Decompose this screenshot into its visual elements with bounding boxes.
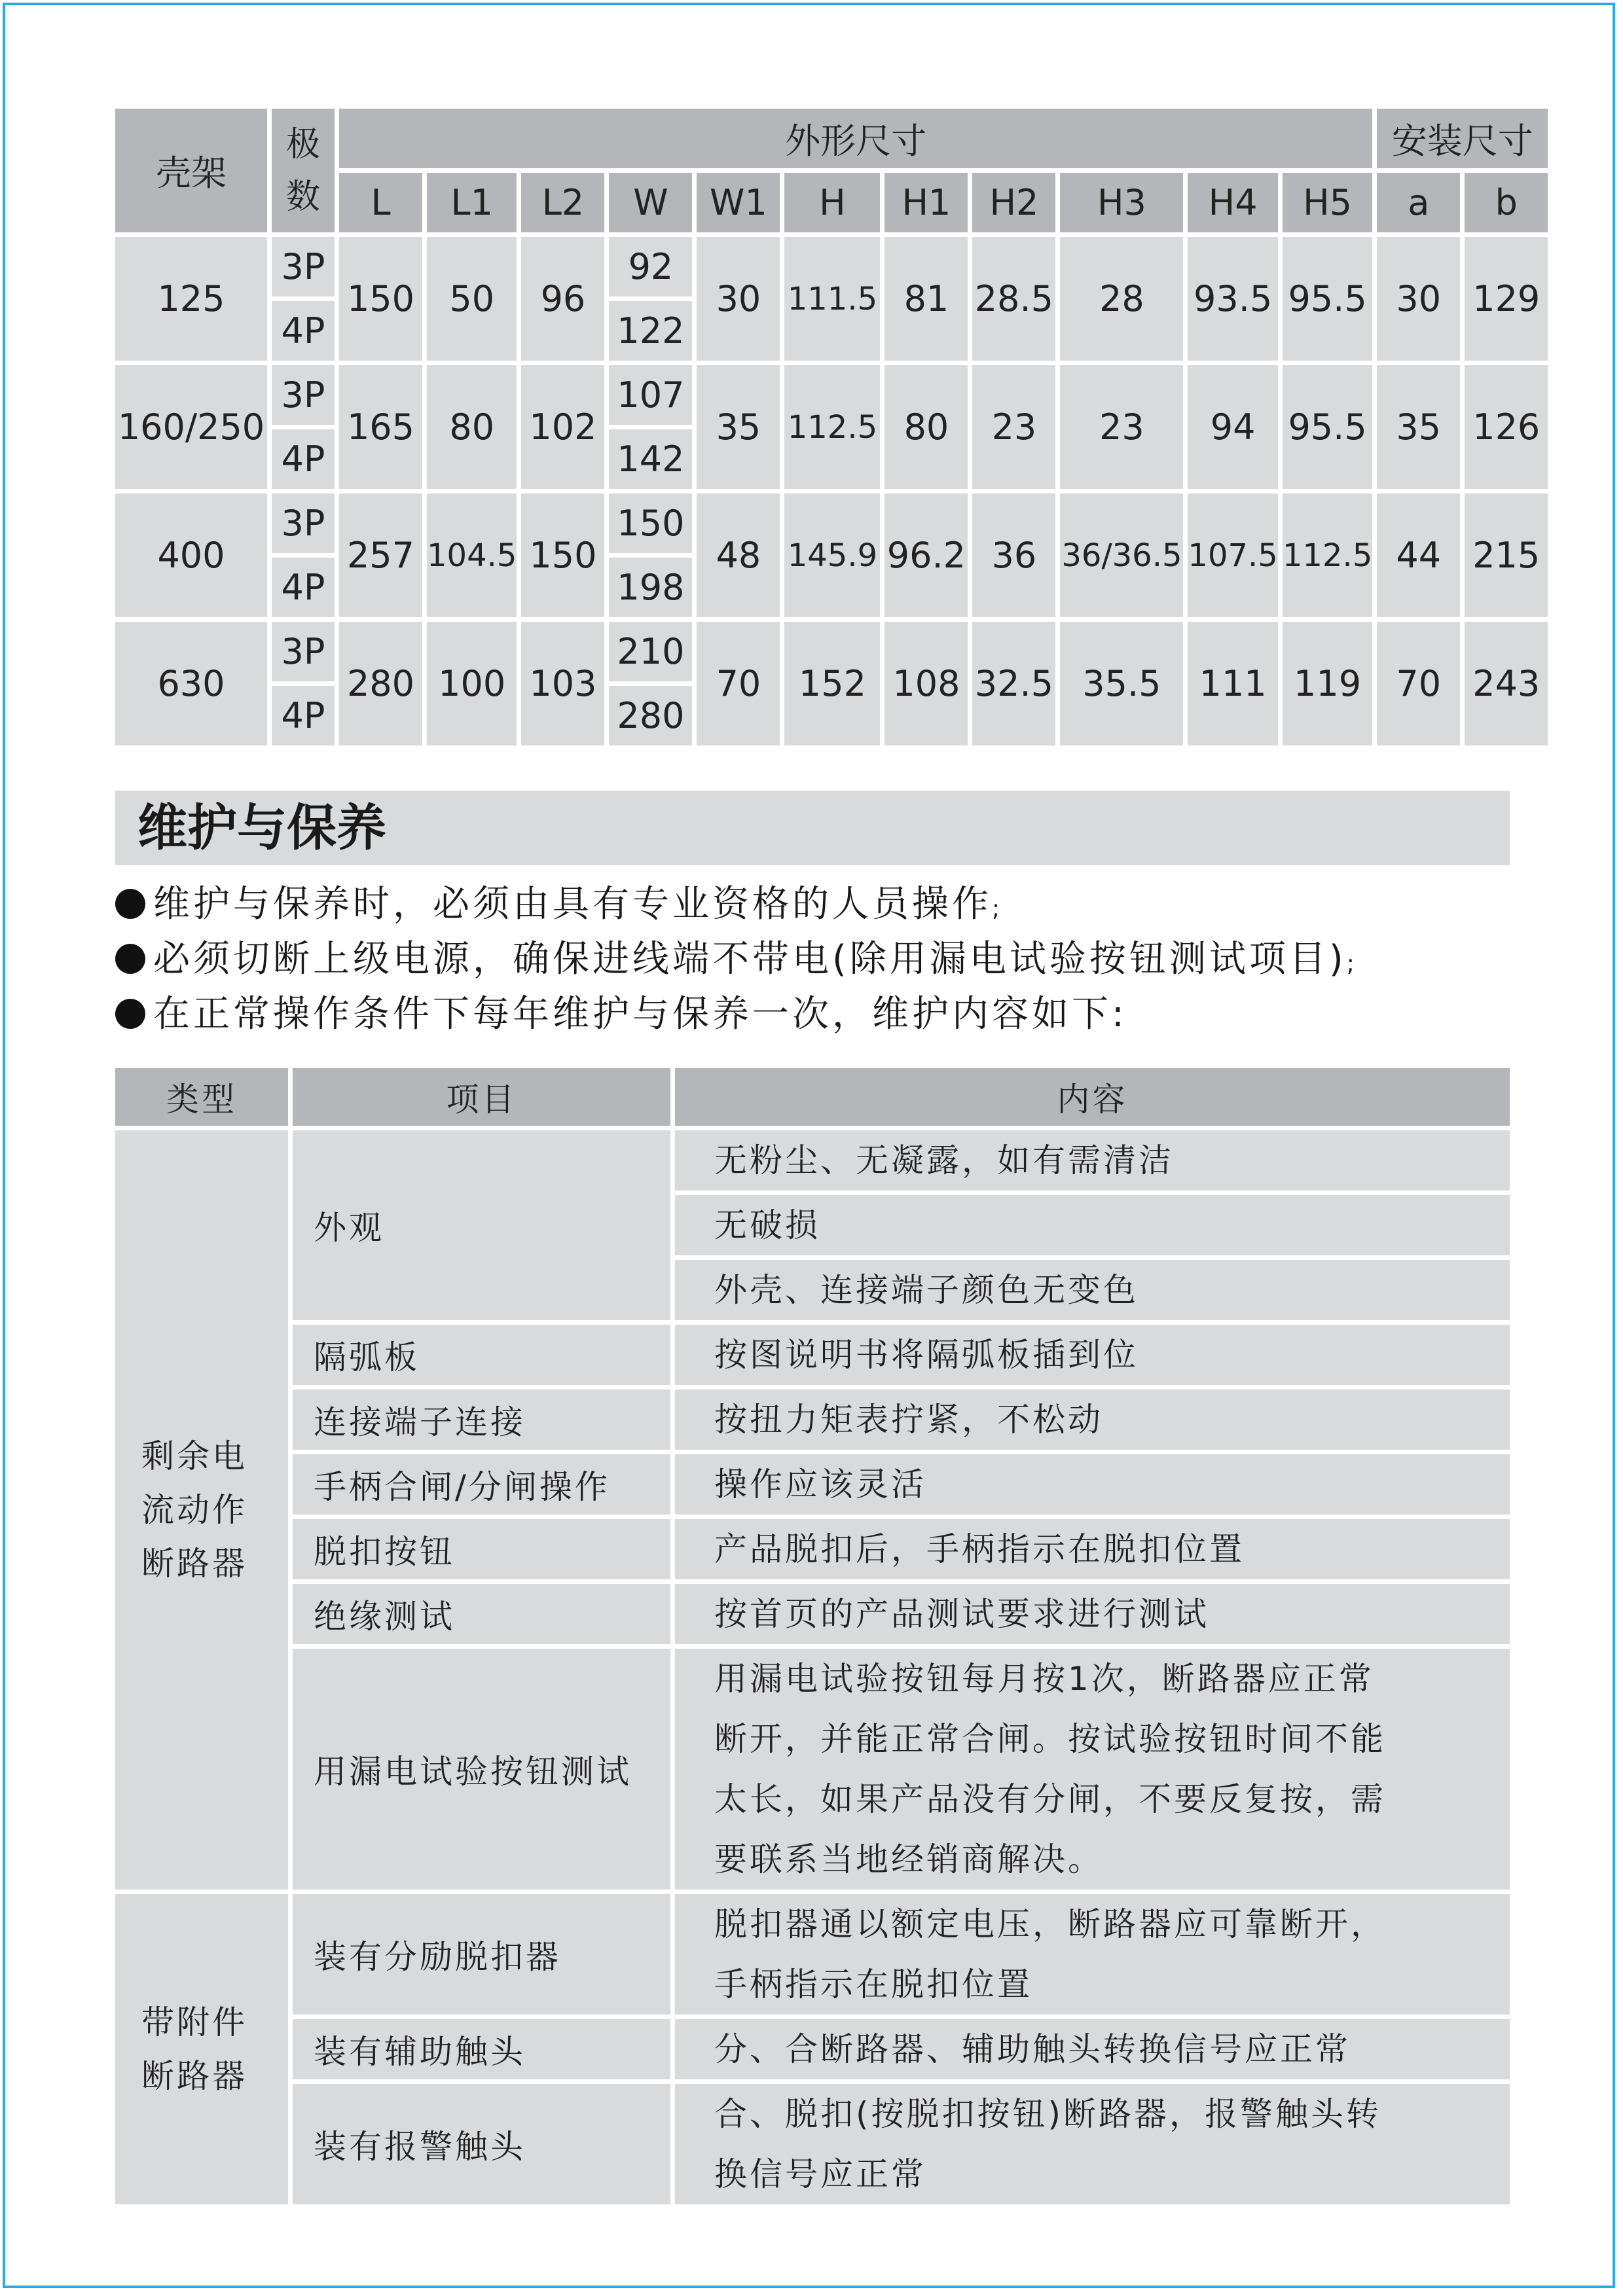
header-item: 项目 <box>293 1068 670 1126</box>
dim-cell-l1: 80 <box>427 365 517 489</box>
dim-cell-w: 142 <box>609 429 692 489</box>
bullet-item <box>115 987 1523 1042</box>
col-header: a <box>1377 173 1460 232</box>
poles-cell: 4P <box>272 301 335 361</box>
dim-cell-b: 129 <box>1465 237 1548 361</box>
dim-cell-l: 150 <box>339 237 422 361</box>
bullet-item <box>115 932 1523 987</box>
header-content: 内容 <box>675 1068 1510 1126</box>
dim-cell-h4: 93.5 <box>1188 237 1277 361</box>
dimensions-body <box>115 237 1548 745</box>
dim-cell-w: 150 <box>609 493 692 553</box>
dim-cell-l1: 50 <box>427 237 517 361</box>
content-cell: 无粉尘、无凝露，如有需清洁 <box>675 1130 1510 1191</box>
col-header: H4 <box>1188 173 1277 232</box>
col-header: H2 <box>972 173 1055 232</box>
content-cell: 无破损 <box>675 1195 1510 1255</box>
maintenance-row <box>115 1519 1510 1579</box>
dim-row <box>115 493 1548 553</box>
dim-cell-h4: 107.5 <box>1188 493 1277 617</box>
col-header: H <box>784 173 880 232</box>
type-line: 断路器 <box>141 1545 247 1583</box>
item-cell: 用漏电试验按钮测试 <box>293 1649 670 1890</box>
maintenance-row <box>115 1390 1510 1450</box>
dim-cell-l: 257 <box>339 493 422 617</box>
dim-cell-a: 70 <box>1377 622 1460 745</box>
content-line: 断开，并能正常合闸。按试验按钮时间不能 <box>714 1720 1386 1758</box>
item-cell: 装有辅助触头 <box>293 2019 670 2079</box>
col-header: H5 <box>1283 173 1372 232</box>
dim-cell-w: 198 <box>609 558 692 617</box>
item-cell: 装有分励脱扣器 <box>293 1894 670 2015</box>
dim-cell-h3: 28 <box>1060 237 1183 361</box>
bullet-dot-icon <box>115 944 145 974</box>
dim-cell-h1: 80 <box>884 365 968 489</box>
dim-cell-l: 280 <box>339 622 422 745</box>
content-cell: 产品脱扣后，手柄指示在脱扣位置 <box>675 1519 1510 1579</box>
col-header: W <box>609 173 692 232</box>
item-cell: 装有报警触头 <box>293 2084 670 2204</box>
dim-cell-w1: 35 <box>697 365 780 489</box>
dim-cell-h1: 96.2 <box>884 493 968 617</box>
content-cell: 外壳、连接端子颜色无变色 <box>675 1260 1510 1320</box>
content-line: 换信号应正常 <box>714 2155 926 2193</box>
header-type: 类型 <box>115 1068 288 1126</box>
dim-row <box>115 237 1548 296</box>
dim-cell-w: 107 <box>609 365 692 425</box>
header-outline-dimensions: 外形尺寸 <box>339 109 1372 168</box>
maintenance-row <box>115 1894 1510 2015</box>
dim-cell-l2: 102 <box>521 365 604 489</box>
content-cell: 按首页的产品测试要求进行测试 <box>675 1584 1510 1644</box>
dim-cell-w: 92 <box>609 237 692 296</box>
dim-cell-h: 111.5 <box>784 237 880 361</box>
col-header: L1 <box>427 173 517 232</box>
bullet-text: 在正常操作条件下每年维护与保养一次，维护内容如下: <box>153 993 1127 1035</box>
maintenance-row <box>115 1325 1510 1385</box>
content-cell: 按图说明书将隔弧板插到位 <box>675 1325 1510 1385</box>
dim-cell-h3: 23 <box>1060 365 1183 489</box>
dim-cell-h5: 95.5 <box>1283 237 1372 361</box>
poles-cell: 3P <box>272 365 335 425</box>
header-install-dimensions: 安装尺寸 <box>1377 109 1548 168</box>
content-cell: 按扭力矩表拧紧，不松动 <box>675 1390 1510 1450</box>
dim-cell-h3: 36/36.5 <box>1060 493 1183 617</box>
dim-cell-h2: 36 <box>972 493 1055 617</box>
dim-cell-h5: 95.5 <box>1283 365 1372 489</box>
poles-cell: 4P <box>272 558 335 617</box>
dim-cell-h4: 111 <box>1188 622 1277 745</box>
type-cell <box>115 1130 288 1890</box>
dim-cell-h5: 112.5 <box>1283 493 1372 617</box>
section-title: 维护与保养 <box>137 798 386 857</box>
type-line: 剩余电 <box>141 1437 247 1475</box>
frame-cell: 160/250 <box>115 365 267 489</box>
dim-cell-w1: 30 <box>697 237 780 361</box>
content-cell: 操作应该灵活 <box>675 1454 1510 1515</box>
poles-cell: 4P <box>272 686 335 745</box>
maintenance-body <box>115 1130 1510 2204</box>
dim-cell-a: 30 <box>1377 237 1460 361</box>
bullet-tail: ; <box>992 895 1000 922</box>
col-header: H3 <box>1060 173 1183 232</box>
item-cell: 手柄合闸/分闸操作 <box>293 1454 670 1515</box>
item-cell: 脱扣按钮 <box>293 1519 670 1579</box>
dim-cell-l2: 96 <box>521 237 604 361</box>
dim-cell-l2: 103 <box>521 622 604 745</box>
dim-cell-w1: 70 <box>697 622 780 745</box>
item-cell: 外观 <box>293 1130 670 1320</box>
maintenance-header-row <box>115 1068 1510 1126</box>
item-cell: 绝缘测试 <box>293 1584 670 1644</box>
dim-cell-w: 122 <box>609 301 692 361</box>
bullet-tail: ; <box>1346 950 1355 977</box>
content-line: 脱扣器通以额定电压，断路器应可靠断开， <box>714 1905 1386 1943</box>
dim-cell-w: 210 <box>609 622 692 681</box>
type-line: 流动作 <box>141 1491 247 1529</box>
content-line: 要联系当地经销商解决。 <box>714 1840 1103 1878</box>
poles-cell: 3P <box>272 237 335 296</box>
content-cell <box>675 2084 1510 2204</box>
dim-cell-h: 152 <box>784 622 880 745</box>
bullet-item <box>115 877 1523 932</box>
dim-cell-b: 243 <box>1465 622 1548 745</box>
maintenance-table <box>111 1064 1514 2209</box>
dim-cell-h4: 94 <box>1188 365 1277 489</box>
content-cell <box>675 1894 1510 2015</box>
type-line: 带附件 <box>141 2003 247 2041</box>
dim-cell-h1: 81 <box>884 237 968 361</box>
dim-cell-w1: 48 <box>697 493 780 617</box>
type-cell <box>115 1894 288 2204</box>
maintenance-row <box>115 1584 1510 1644</box>
content-line: 合、脱扣(按脱扣按钮)断路器，报警触头转 <box>714 2095 1382 2133</box>
dim-cell-l2: 150 <box>521 493 604 617</box>
item-cell: 隔弧板 <box>293 1325 670 1385</box>
header-poles <box>272 109 335 232</box>
dim-cell-h2: 23 <box>972 365 1055 489</box>
header-poles-text: 极数 <box>285 124 320 217</box>
maintenance-row <box>115 1454 1510 1515</box>
dim-cell-b: 126 <box>1465 365 1548 489</box>
item-cell: 连接端子连接 <box>293 1390 670 1450</box>
dim-cell-h3: 35.5 <box>1060 622 1183 745</box>
maintenance-row <box>115 1649 1510 1890</box>
col-header: L2 <box>521 173 604 232</box>
dim-cell-h2: 32.5 <box>972 622 1055 745</box>
dim-cell-h1: 108 <box>884 622 968 745</box>
frame-cell: 400 <box>115 493 267 617</box>
bullet-dot-icon <box>115 999 145 1029</box>
dim-cell-h2: 28.5 <box>972 237 1055 361</box>
dim-cell-l: 165 <box>339 365 422 489</box>
dim-cell-h: 112.5 <box>784 365 880 489</box>
col-header: H1 <box>884 173 968 232</box>
bullet-text: 必须切断上级电源，确保进线端不带电(除用漏电试验按钮测试项目) <box>153 938 1347 980</box>
dim-cell-l1: 100 <box>427 622 517 745</box>
dim-cell-w: 280 <box>609 686 692 745</box>
dim-cell-l1: 104.5 <box>427 493 517 617</box>
content-line: 太长，如果产品没有分闸，不要反复按，需 <box>714 1780 1386 1818</box>
dim-cell-a: 44 <box>1377 493 1460 617</box>
content-line: 手柄指示在脱扣位置 <box>714 1965 1032 2003</box>
dim-row <box>115 365 1548 425</box>
maintenance-row <box>115 1130 1510 1191</box>
frame-cell: 630 <box>115 622 267 745</box>
content-cell: 分、合断路器、辅助触头转换信号应正常 <box>675 2019 1510 2079</box>
poles-cell: 3P <box>272 622 335 681</box>
dim-cell-h: 145.9 <box>784 493 880 617</box>
dim-row <box>115 622 1548 681</box>
content-cell <box>675 1649 1510 1890</box>
bullet-list <box>115 877 1523 1042</box>
maintenance-row <box>115 2019 1510 2079</box>
dim-cell-h5: 119 <box>1283 622 1372 745</box>
maintenance-row <box>115 2084 1510 2204</box>
type-line: 断路器 <box>141 2057 247 2095</box>
poles-cell: 3P <box>272 493 335 553</box>
frame-cell: 125 <box>115 237 267 361</box>
dim-cell-a: 35 <box>1377 365 1460 489</box>
bullet-text: 维护与保养时，必须由具有专业资格的人员操作 <box>153 883 992 925</box>
content-line: 用漏电试验按钮每月按1次，断路器应正常 <box>714 1660 1374 1698</box>
dimensions-table <box>111 104 1552 750</box>
col-header: W1 <box>697 173 780 232</box>
poles-cell: 4P <box>272 429 335 489</box>
header-frame: 壳架 <box>115 109 267 232</box>
bullet-dot-icon <box>115 889 145 919</box>
dim-cell-b: 215 <box>1465 493 1548 617</box>
col-header: b <box>1465 173 1548 232</box>
col-header: L <box>339 173 422 232</box>
